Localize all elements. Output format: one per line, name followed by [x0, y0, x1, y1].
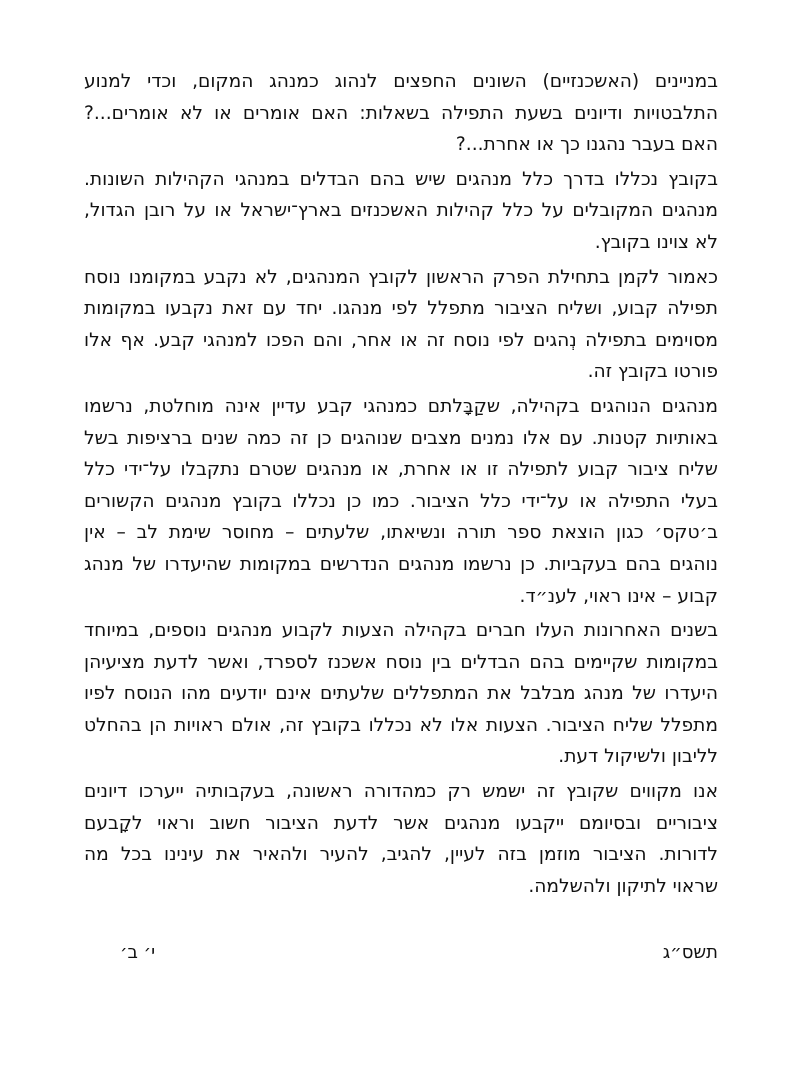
paragraph-6 [84, 776, 718, 902]
text-line: בשנים האחרונות העלו חברים בקהילה הצעות לקבוע מנהגים נוספים, במיוחד [84, 620, 718, 642]
paragraph-2 [84, 164, 718, 259]
text-line: כאמור לקמן בתחילת הפרק הראשון לקובץ המנהגים, לא נקבע במקומנו נוסח [84, 266, 718, 288]
text-line: בעלי התפילה או על־ידי כלל הציבור. כמו כן נכללו בקובץ מנהגים הקשורים [84, 490, 718, 512]
text-line: שליח ציבור קבוע לתפילה זו או אחרת, או מנהגים שטרם נתקבלו על־ידי כלל [84, 459, 718, 481]
text-line: במקומות שקיימים בהם הבדלים בין נוסח אשכנז לספרד, ואשר לדעת מציעיהן [84, 651, 718, 673]
text-line: תפילה קבוע, ושליח הציבור מתפלל לפי מנהגו. יחד עם זאת נקבעו במקומות [84, 298, 718, 320]
text-line: האם בעבר נהגנו כך או אחרת...? [455, 134, 718, 156]
text-line: בקובץ נכללו בדרך כלל מנהגים שיש בהם הבדלים במנהגי הקהילות השונות. [84, 168, 718, 190]
text-line: מנהגים המקובלים על כלל קהילות האשכנזים בארץ־ישראל או על רובן הגדול, [84, 200, 718, 222]
text-line: פורטו בקובץ זה. [587, 361, 718, 383]
text-line: ציבוריים ובסיומם ייקבעו מנהגים אשר לדעת הציבור חשוב וראוי לקָבעם [84, 812, 718, 834]
document-body [84, 66, 718, 905]
text-line: במניינים (האשכנזיים) השונים החפצים לנהוג כמנהג המקום, וכדי למנוע [84, 71, 718, 92]
text-line: מתפלל שליח הציבור. הצעות אלו לא נכללו בקובץ זה, אולם ראויות הן בהחלט [84, 714, 718, 736]
text-line: מסוימים בתפילה נְהגים לפי נוסח זה או אחר, והם הפכו למנהגי קבע. אף אלו [84, 329, 718, 351]
text-line: נוהגים בהם בעקביות. כן נרשמו מנהגים הנדרשים במקומות שהיעדרו של מנהג [84, 553, 718, 575]
text-line: לליבון ולשיקול דעת. [558, 746, 718, 768]
text-line: שראוי לתיקון ולהשלמה. [528, 875, 718, 897]
text-line: קבוע – אינו ראוי, לענ״ד. [519, 585, 718, 607]
paragraph-1 [84, 66, 718, 161]
year-label: תשס״ג [662, 942, 718, 963]
text-line: התלבטויות ודיונים בשעת התפילה בשאלות: האם אומרים או לא אומרים...? [84, 102, 718, 124]
document-footer [84, 942, 718, 972]
text-line: לא צוינו בקובץ. [594, 231, 718, 253]
text-line: באותיות קטנות. עם אלו נמנים מצבים שנוהגים כן זה כמה שנים ברציפות בשל [84, 427, 718, 449]
text-line: היעדרו של מנהג מבלבל את המתפללים שלעתים אינם יודעים מהו הנוסח לפיו [84, 683, 718, 705]
text-line: ב׳טקס׳ כגון הוצאת ספר תורה ונשיאתו, שלעתים – מחוסר שימת לב – אין [84, 522, 718, 544]
hebrew-date-label: י׳ ב׳ [120, 942, 156, 963]
paragraph-3 [84, 262, 718, 388]
text-line: מנהגים הנוהגים בקהילה, שקַבָּלתם כמנהגי קבע עדיין אינה מוחלטת, נרשמו [84, 395, 718, 417]
paragraph-4 [84, 391, 718, 612]
text-line: לדורות. הציבור מוזמן בזה לעיין, להגיב, להעיר ולהאיר את עינינו בכל מה [84, 844, 718, 866]
text-line: אנו מקווים שקובץ זה ישמש רק כמהדורה ראשונה, בעקבותיה ייערכו דיונים [84, 781, 718, 803]
paragraph-5 [84, 615, 718, 773]
